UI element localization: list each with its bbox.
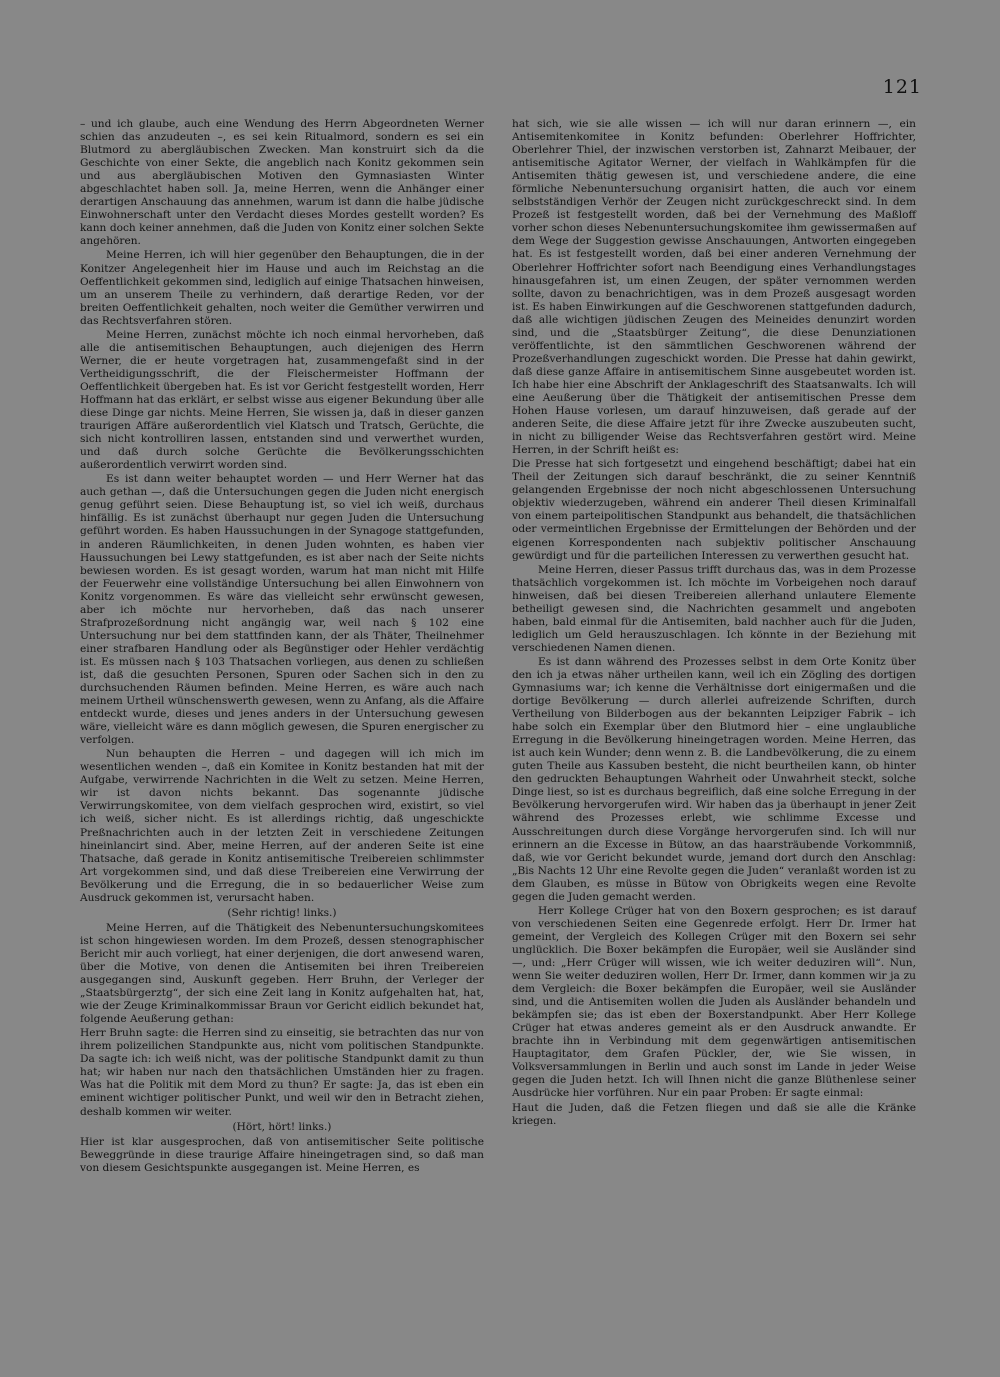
block-quote: Haut die Juden, daß die Fetzen fliegen und daß sie alle die Kränke kriegen.: [512, 1101, 916, 1127]
paragraph: Meine Herren, dieser Passus trifft durchaus das, was in dem Prozesse thatsächlich vorgekommen ist. Ich möchte im Vorbeigehen noch darauf hinweisen, daß bei diesen Treibereien allerhand unlautere Elemente betheiligt gewesen sind, die Nachrichten gesammelt und angeboten haben, bald einmal für die Antisemiten, bald nachher auch für die Juden, lediglich um Geld herauszuschlagen. Ich könnte in der Beziehung mit verschiedenen Namen dienen.: [512, 563, 916, 654]
paragraph: Herr Kollege Crüger hat von den Boxern gesprochen; es ist darauf von verschiedenen Seiten eine Gegenrede erfolgt. Herr Dr. Irmer hat gemeint, der Vergleich des Kollegen Crüger mit den Boxern sei sehr unglücklich. Die Boxer bekämpfen die Europäer, weil sie Ausländer sind —, und: „Herr Crüger will wissen, wie ich weiter deduziren will“. Nun, wenn Sie weiter deduziren wollen, Herr Dr. Irmer, dann kommen wir ja zu dem Vergleich: die Boxer bekämpfen die Europäer, weil sie Ausländer sind, und die Antisemiten wollen die Juden als Ausländer behandeln und bekämpfen sie; das ist eben der Boxerstandpunkt. Aber Herr Kollege Crüger hat etwas anderes gemeint als er den Ausdruck anwandte. Er brachte ihn in Verbindung mit dem gegenwärtigen antisemitischen Hauptagitator, dem Grafen Pückler, der, wie Sie wissen, in Volksversammlungen in Berlin und auch sonst im Lande in jeder Weise gegen die Juden hetzt. Ich will Ihnen nicht die ganze Blüthenlese seiner Ausdrücke hier vorführen. Nur ein paar Proben: Er sagte einmal:: [512, 904, 916, 1100]
paragraph: Meine Herren, auf die Thätigkeit des Nebenuntersuchungskomitees ist schon hingewiesen worden. Im dem Prozeß, dessen stenographischer Bericht mir auch vorliegt, hat einer derjenigen, die dort anwesend waren, über die Motive, von denen die Antisemiten bei ihren Treibereien ausgegangen sind, Auskunft gegeben. Herr Bruhn, der Verleger der „Staatsbürgerztg“, der sich eine Zeit lang in Konitz aufgehalten hat, hat, wie der Zeuge Kriminalkommissar Braun vor Gericht eidlich bekundet hat, folgende Aeußerung gethan:: [80, 921, 484, 1026]
left-column: [80, 118, 484, 1175]
interjection: (Hört, hört! links.): [232, 1120, 332, 1133]
paragraph: Meine Herren, ich will hier gegenüber den Behauptungen, die in der Konitzer Angelegenheit hier im Hause und auch im Reichstag an die Oeffentlichkeit gekommen sind, lediglich auf einige Thatsachen hinweisen, um an unserem Theile zu verhindern, daß derartige Reden, vor der breiten Oeffentlichkeit gehalten, noch weiter die Gemüther verwirren und das Rechtsverfahren stören.: [80, 249, 484, 327]
block-quote: Herr Bruhn sagte: die Herren sind zu einseitig, sie betrachten das nur von ihrem polizeilichen Standpunkte aus, nicht vom politischen Standpunkte. Da sagte ich: ich weiß nicht, was der politische Standpunkt damit zu thun hat; wir haben nur nach den thatsächlichen Umständen hier zu fragen. Was hat die Politik mit dem Mord zu thun? Er sagte: Ja, das ist eben ein eminent wichtiger politischer Punkt, und weil wir den in Betracht ziehen, deshalb kommen wir weiter.: [80, 1027, 484, 1118]
paragraph: Nun behaupten die Herren – und dagegen will ich mich im wesentlichen wenden –, daß ein Komitee in Konitz bestanden hat mit der Aufgabe, verwirrende Nachrichten in die Welt zu setzen. Meine Herren, wir ist davon nichts bekannt. Das sogenannte jüdische Verwirrungskomitee, von dem vielfach gesprochen wird, existirt, so viel ich weiß, sicher nicht. Es ist allerdings richtig, daß ungeschickte Preßnachrichten auch in der letzten Zeit in verschiedene Zeitungen hineinlancirt sind. Aber, meine Herren, auf der anderen Seite ist eine Thatsache, daß gerade in Konitz antisemitische Treibereien schlimmster Art vorgekommen sind, und daß diese Treibereien eine Verwirrung der Bevölkerung und die Erregung, die in so bedauerlicher Weise zum Ausdruck gekommen ist, verursacht haben.: [80, 748, 484, 904]
paragraph-continued: – und ich glaube, auch eine Wendung des Herrn Abgeordneten Werner schien das anzudeuten –, es sei kein Ritualmord, sondern es sei ein Blutmord zu abergläubischen Zwecken. Man konstruirt sich da die Geschichte von einer Sekte, die angeblich nach Konitz gekommen sein und aus abergläubischen Motiven den Gymnasiasten Winter abgeschlachtet haben soll. Ja, meine Herren, wenn die Anhänger einer derartigen Anschauung das annehmen, warum ist dann die halbe jüdische Einwohnerschaft unter den Verdacht dieses Mordes gestellt worden? Es kann doch keiner annehmen, daß die Juden von Konitz einer solchen Sekte angehören.: [80, 118, 484, 248]
paragraph-continued: Hier ist klar ausgesprochen, daß von antisemitischer Seite politische Beweggründe in diese traurige Affaire hineingetragen sind, so daß man von diesem Gesichtspunkte ausgegangen ist. Meine Herren, es: [80, 1135, 484, 1174]
block-quote: Die Presse hat sich fortgesetzt und eingehend beschäftigt; dabei hat ein Theil der Zeitungen sich darauf beschränkt, die zu seiner Kenntniß gelangenden Ergebnisse der noch nicht abgeschlossenen Untersuchung objektiv wiederzugeben, während ein anderer Theil diesen Kriminalfall von einem parteipolitischen Standpunkt aus behandelt, die thatsächlichen oder vermeintlichen Ergebnisse der Ermittelungen der Behörden und der eigenen Korrespondenten nach subjektiv politischer Anschauung gewürdigt und für die parteilichen Interessen zu verwerthen gesucht hat.: [512, 458, 916, 562]
paragraph: Es ist dann weiter behauptet worden — und Herr Werner hat das auch gethan —, daß die Untersuchungen gegen die Juden nicht energisch genug geführt seien. Diese Behauptung ist, so viel ich weiß, durchaus hinfällig. Es ist zunächst überhaupt nur gegen Juden die Untersuchung geführt worden. Es haben Haussuchungen in der Synagoge stattgefunden, in anderen Räumlichkeiten, in denen Juden wohnten, es haben vier Haussuchungen bei Lewy stattgefunden, es ist aber nach der Seite nichts bewiesen worden. Es ist gesagt worden, warum hat man nicht mit Hilfe der Feuerwehr eine vollständige Untersuchung bei allen Einwohnern von Konitz vorgenommen. Es wäre das vielleicht sehr erwünscht gewesen, aber ich möchte nur hervorheben, daß das nach unserer Strafprozeßordnung nicht angängig war, weil nach § 102 eine Untersuchung nur bei dem stattfinden kann, der als Thäter, Theilnehmer einer strafbaren Handlung oder als Begünstiger oder Hehler verdächtig ist. Es müssen nach § 103 Thatsachen vorliegen, aus denen zu schließen ist, daß die gesuchten Personen, Spuren oder Sachen sich in den zu durchsuchenden Räumen befinden. Meine Herren, es wäre auch nach meinem Urtheil wünschenswerth gewesen, wenn zu Anfang, als die Affaire entdeckt wurde, dieses und jenes anders in der Untersuchung gewesen wäre, vielleicht wäre es dann möglich gewesen, die Spuren energischer zu verfolgen.: [80, 473, 484, 747]
page-number: 121: [882, 76, 922, 98]
paragraph: Es ist dann während des Prozesses selbst in dem Orte Konitz über den ich ja etwas näher urtheilen kann, weil ich ein Zögling des dortigen Gymnasiums war; ich kenne die Verhältnisse dort einigermaßen und die dortige Bevölkerung — durch allerlei aufreizende Schriften, durch Vertheilung von Bilderbogen aus der bekannten Leipziger Fabrik – ich habe solch ein Exemplar über den Blutmord hier – eine unglaubliche Erregung in die Bevölkerung hineingetragen worden. Meine Herren, das ist auch kein Wunder; denn wenn z. B. die Landbevölkerung, die zu einem guten Theile aus Kassuben besteht, die nicht beurtheilen kann, ob hinter den gedruckten Behauptungen Wahrheit oder Unwahrheit steckt, solche Dinge liest, so ist es durchaus begreiflich, daß eine solche Erregung in der Bevölkerung hervorgerufen wird. Wir haben das ja überhaupt in jener Zeit während des Prozesses erlebt, wie schlimme Excesse und Ausschreitungen durch diese Vorgänge hervorgerufen sind. Ich will nur erinnern an die Excesse in Bütow, an das haarsträubende Vorkommniß, daß, wie vor Gericht bekundet wurde, jemand dort durch den Anschlag: „Bis Nachts 12 Uhr eine Revolte gegen die Juden“ veranlaßt worden ist zu dem Glauben, es müsse in Bütow von Obrigkeits wegen eine Revolte gegen die Juden gemacht werden.: [512, 655, 916, 903]
paragraph-continued: hat sich, wie sie alle wissen — ich will nur daran erinnern —, ein Antisemitenkomitee in Konitz befunden: Oberlehrer Hoffrichter, Oberlehrer Thiel, der inzwischen verstorben ist, Zahnarzt Meibauer, der antisemitische Agitator Werner, der vielfach in Wahlkämpfen für die Antisemiten thätig gewesen ist, und verschiedene andere, die eine förmliche Nebenuntersuchung organisirt hatten, die auch vor einem selbstständigen Verhör der Zeugen nicht zurückgeschreckt sind. In dem Prozeß ist festgestellt worden, daß bei der Vernehmung des Maßloff vorher schon dieses Nebenuntersuchungskomitee ihm gewissermaßen auf dem Wege der Suggestion gewisse Anschauungen, Antworten eingegeben hat. Es ist festgestellt worden, daß bei einer anderen Vernehmung der Oberlehrer Hoffrichter sofort nach Beendigung eines Verhandlungstages hinausgefahren ist, um einen Zeugen, der später vernommen werden sollte, davon zu benachrichtigen, was in dem Prozeß ausgesagt worden ist. Es haben Einwirkungen auf die Geschworenen stattgefunden dadurch, daß alle wichtigen jüdischen Zeugen des Meineides denunzirt worden sind, und die „Staatsbürger Zeitung“, die diese Denunziationen veröffentlichte, ist den sämmtlichen Geschworenen während der Prozeßverhandlungen zugeschickt worden. Die Presse hat dahin gewirkt, daß diese ganze Affaire in antisemitischem Sinne ausgebeutet worden ist. Ich habe hier eine Abschrift der Anklageschrift des Staatsanwalts. Ich will eine Aeußerung über die Thätigkeit der antisemitischen Presse dem Hohen Hause vorlesen, um darauf hinzuweisen, daß gerade auf der anderen Seite, die diese Affaire jetzt für ihre Zwecke auszubeuten sucht, in nicht zu billigender Weise das Rechtsverfahren gestört wird. Meine Herren, in der Schrift heißt es:: [512, 118, 916, 457]
interjection: (Sehr richtig! links.): [227, 906, 337, 919]
paragraph: Meine Herren, zunächst möchte ich noch einmal hervorheben, daß alle die antisemitischen Behauptungen, auch diejenigen des Herrn Werner, die er heute vorgetragen hat, zusammengefaßt sind in der Vertheidigungsschrift, die der Fleischermeister Hoffmann der Oeffentlichkeit übergeben hat. Es ist vor Gericht festgestellt worden, Herr Hoffmann hat das erklärt, er selbst wisse aus eigener Bekundung über alle diese Dinge gar nichts. Meine Herren, Sie wissen ja, daß in dieser ganzen traurigen Affäre außerordentlich viel Klatsch und Tratsch, Gerüchte, die sich nicht kontrolliren lassen, entstanden sind und verwerthet wurden, und daß durch solche Gerüchte die Bevölkerungsschichten außerordentlich verwirrt worden sind.: [80, 328, 484, 472]
right-column: [512, 118, 916, 1128]
